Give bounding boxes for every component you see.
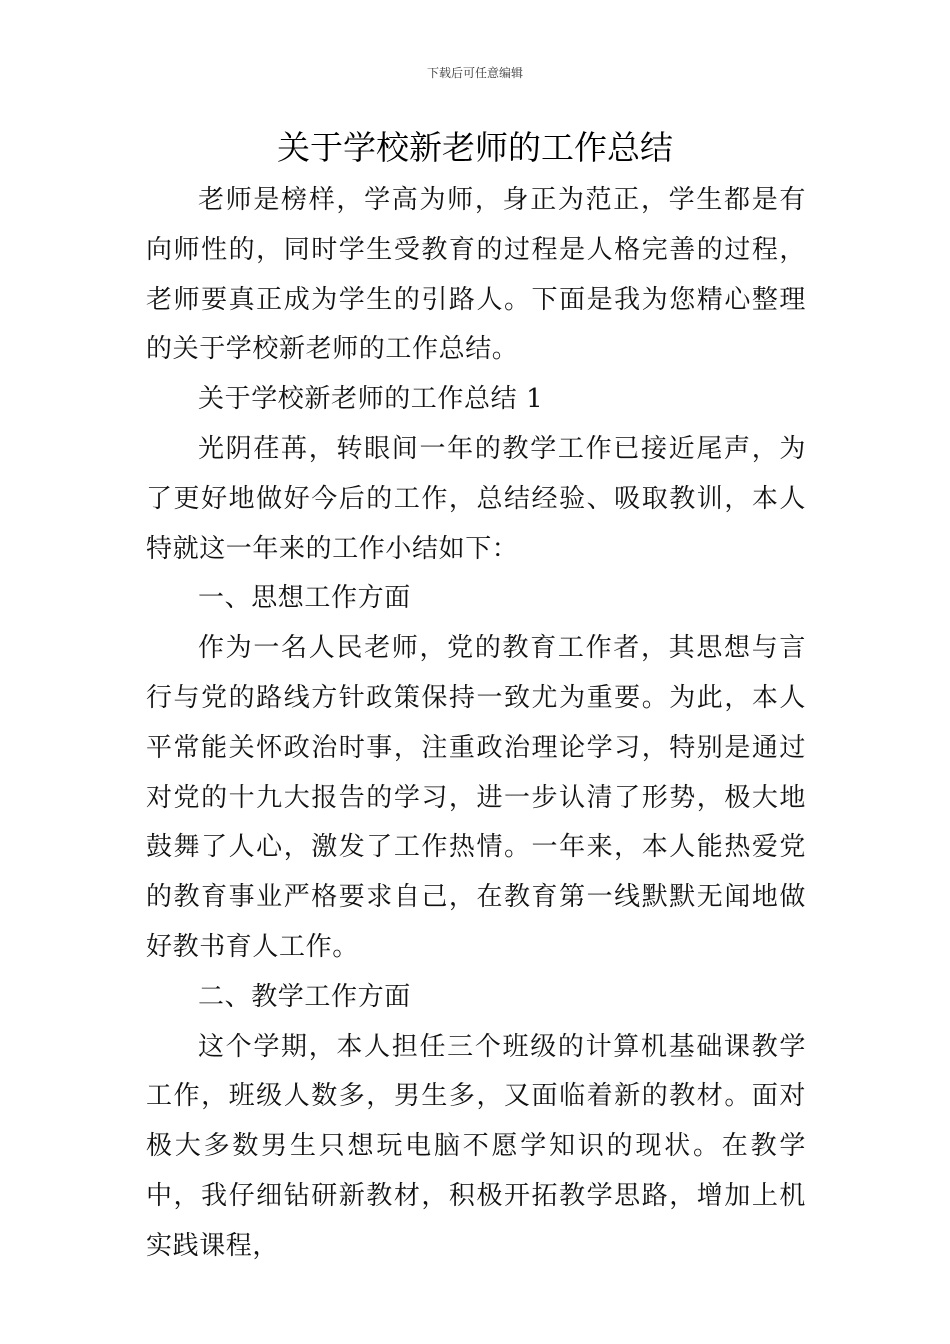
- paragraph-thought-work: 作为一名人民老师，党的教育工作者，其思想与言行与党的路线方针政策保持一致尤为重要。为此，本人平常能关怀政治时事，注重政治理论学习，特别是通过对党的十九大报告的学习，进一步认清了形势，极大地鼓舞了人心，激发了工作热情。一年来，本人能热爱党的教育事业严格要求自己，在教育第一线默默无闻地做好教书育人工作。: [146, 633, 806, 962]
- header-note: 下载后可任意编辑: [426, 66, 523, 80]
- paragraph-subheading-teaching: 二、教学工作方面: [198, 981, 411, 1012]
- paragraph-subheading-thought: 一、思想工作方面: [198, 583, 411, 614]
- document-body: [146, 176, 806, 1272]
- paragraph-section-heading: 关于学校新老师的工作总结 1: [198, 384, 544, 415]
- document-title: 关于学校新老师的工作总结: [277, 128, 673, 167]
- paragraph-teaching-work: 这个学期，本人担任三个班级的计算机基础课教学工作，班级人数多，男生多，又面临着新的教材。面对极大多数男生只想玩电脑不愿学知识的现状。在教学中，我仔细钻研新教材，积极开拓教学思路，增加上机实践课程，: [146, 1031, 806, 1261]
- paragraph-opening: 光阴荏苒，转眼间一年的教学工作已接近尾声，为了更好地做好今后的工作，总结经验、吸取教训，本人特就这一年来的工作小结如下：: [146, 433, 806, 564]
- paragraph-intro: 老师是榜样，学高为师，身正为范正，学生都是有向师性的，同时学生受教育的过程是人格完善的过程，老师要真正成为学生的引路人。下面是我为您精心整理的关于学校新老师的工作总结。: [146, 185, 806, 365]
